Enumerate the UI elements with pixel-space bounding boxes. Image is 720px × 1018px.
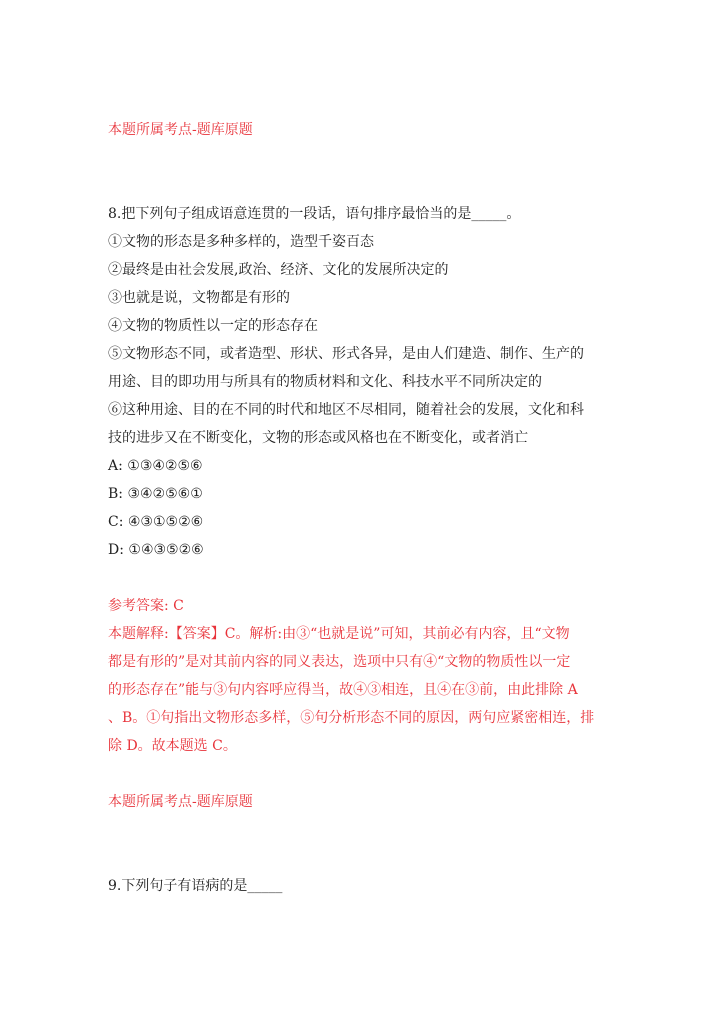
question-8-option-a: A: ①③④②⑤⑥ [108, 458, 203, 474]
question-8-option-c: C: ④③①⑤②⑥ [108, 514, 204, 530]
question-8-item-3: ③也就是说，文物都是有形的 [108, 290, 290, 306]
question-8-explanation-line-2: 都是有形的”是对其前内容的同义表达，选项中只有④“文物的物质性以一定 [108, 654, 571, 670]
question-8-item-1: ①文物的形态是多种多样的，造型千姿百态 [108, 234, 374, 250]
question-8-explanation-line-3: 的形态存在”能与③句内容呼应得当，故④③相连，且④在③前，由此排除 A [108, 682, 578, 698]
source-tag-top: 本题所属考点-题库原题 [108, 122, 253, 138]
question-8-item-5: ⑤文物形态不同，或者造型、形状、形式各异，是由人们建造、制作、生产的 [108, 346, 584, 362]
question-8-item-4: ④文物的物质性以一定的形态存在 [108, 318, 318, 334]
question-8-item-2: ②最终是由社会发展,政治、经济、文化的发展所决定的 [108, 262, 449, 278]
question-8-item-5-cont: 用途、目的即功用与所具有的物质材料和文化、科技水平不同所决定的 [108, 374, 542, 390]
question-8-item-6: ⑥这种用途、目的在不同的时代和地区不尽相同，随着社会的发展，文化和科 [108, 402, 584, 418]
question-9-stem: 9.下列句子有语病的是_____ [108, 878, 283, 894]
question-8-explanation-line-1: 本题解释:【答案】C。解析:由③“也就是说”可知，其前必有内容，且“文物 [108, 626, 570, 642]
question-8-explanation-line-4: 、B。①句指出文物形态多样，⑤句分析形态不同的原因，两句应紧密相连，排 [108, 710, 595, 726]
question-8-answer: 参考答案: C [108, 598, 184, 614]
question-8-stem: 8.把下列句子组成语意连贯的一段话，语句排序最恰当的是_____。 [108, 206, 521, 222]
question-8-source-tag: 本题所属考点-题库原题 [108, 794, 253, 810]
question-8-option-d: D: ①④③⑤②⑥ [108, 542, 204, 558]
question-8-explanation-line-5: 除 D。故本题选 C。 [108, 738, 237, 754]
question-8-item-6-cont: 技的进步又在不断变化，文物的形态或风格也在不断变化，或者消亡 [108, 430, 528, 446]
question-8-option-b: B: ③④②⑤⑥① [108, 486, 203, 502]
